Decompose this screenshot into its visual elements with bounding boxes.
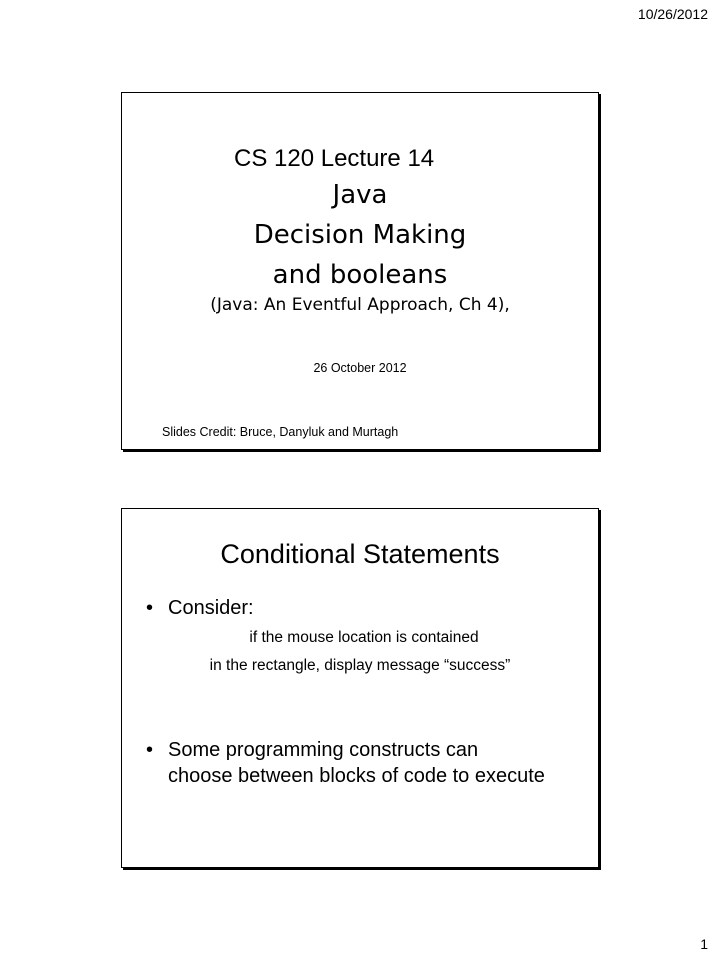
page-number: 1 [700, 936, 708, 952]
lecture-date: 26 October 2012 [313, 361, 407, 375]
title-line: Java [332, 180, 388, 210]
bullet-icon: • [146, 739, 154, 761]
bullet-line: choose between blocks of code to execute [168, 765, 545, 787]
lecture-title [122, 175, 598, 295]
title-line: and booleans [272, 260, 448, 290]
book-reference: (Java: An Eventful Approach, Ch 4), [210, 295, 510, 315]
slide-conditional-statements [121, 508, 599, 868]
title-line: Decision Making [253, 220, 467, 250]
bullet-line: Some programming constructs can [168, 739, 479, 761]
bullet-subline: in the rectangle, display message “success” [209, 657, 511, 674]
bullet-item [146, 737, 545, 789]
bullet-subline: if the mouse location is contained [249, 629, 479, 646]
bullet-item: • Consider: [146, 597, 254, 619]
course-label: CS 120 Lecture 14 [234, 145, 435, 172]
slides-credit: Slides Credit: Bruce, Danyluk and Murtagh [162, 425, 399, 439]
slide-title [121, 92, 599, 450]
bullet-icon: • [146, 597, 154, 619]
slide-heading: Conditional Statements [220, 539, 500, 569]
page-date: 10/26/2012 [637, 6, 708, 22]
